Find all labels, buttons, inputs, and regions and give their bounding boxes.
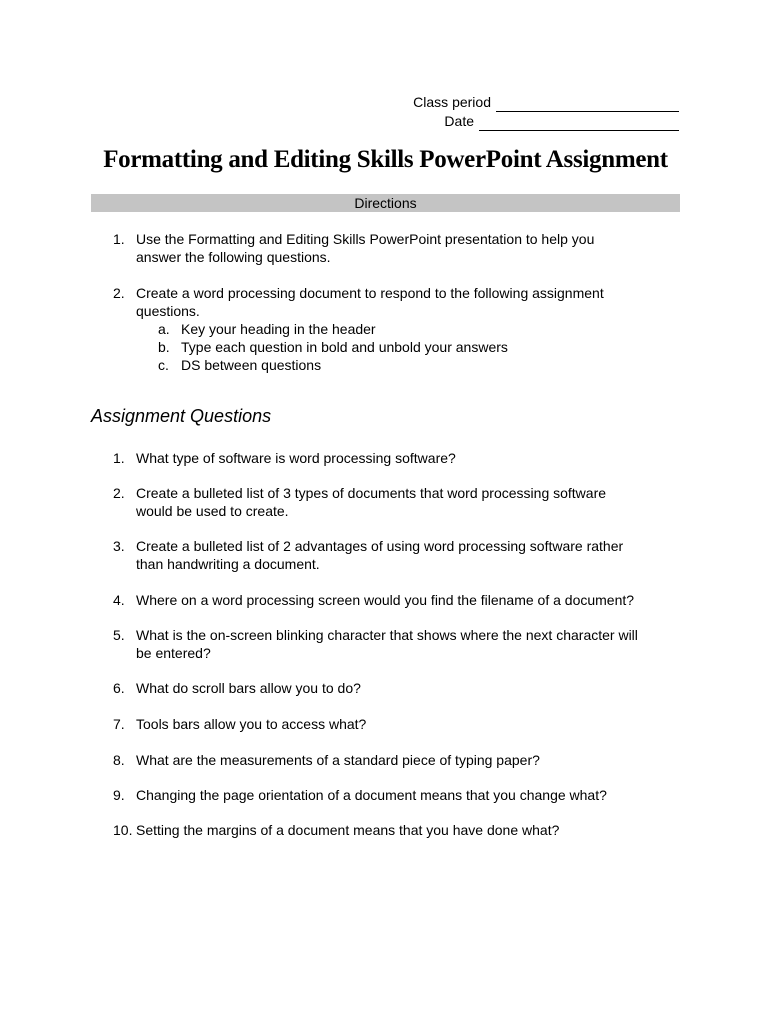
date-field — [413, 112, 679, 131]
question-item — [91, 679, 681, 697]
question-text-line: Setting the margins of a document means that you have done what? — [136, 822, 560, 838]
question-text-line: What do scroll bars allow you to do? — [136, 680, 361, 696]
subitem-text: Type each question in bold and unbold your answers — [181, 339, 508, 355]
subitem-letter: b. — [158, 339, 170, 355]
question-text-line: Where on a word processing screen would you find the filename of a document? — [136, 592, 635, 608]
subitem-letter: a. — [158, 321, 170, 337]
question-number: 1. — [113, 450, 125, 466]
question-item — [91, 751, 681, 769]
question-text-line: than handwriting a document. — [136, 556, 320, 572]
question-text-line: would be used to create. — [136, 503, 289, 519]
question-item — [91, 626, 681, 662]
directions-sublist — [136, 320, 681, 374]
sublist-item — [136, 338, 681, 356]
subitem-text: DS between questions — [181, 357, 322, 373]
subitem-text: Key your heading in the header — [181, 321, 376, 337]
item-text-line: questions. — [136, 303, 200, 319]
question-text-line: What type of software is word processing software? — [136, 450, 456, 466]
item-text-line: answer the following questions. — [136, 249, 331, 265]
question-number: 6. — [113, 680, 125, 696]
header-fields — [413, 93, 679, 131]
item-number: 1. — [113, 231, 125, 247]
question-text-line: Changing the page orientation of a document means that you change what? — [136, 787, 607, 803]
directions-list — [91, 230, 681, 374]
class-period-blank[interactable] — [496, 98, 679, 112]
question-number: 5. — [113, 627, 125, 643]
list-item — [91, 230, 681, 266]
question-item — [91, 786, 681, 804]
question-item — [91, 537, 681, 573]
class-period-field — [413, 93, 679, 112]
date-blank[interactable] — [479, 117, 679, 131]
class-period-label: Class period — [413, 94, 491, 110]
question-number: 9. — [113, 787, 125, 803]
date-label: Date — [444, 113, 474, 129]
question-item — [91, 591, 681, 609]
question-text-line: be entered? — [136, 645, 211, 661]
sublist-item — [136, 320, 681, 338]
subitem-letter: c. — [158, 357, 169, 373]
question-text-line: What is the on-screen blinking character that shows where the next character will — [136, 627, 638, 643]
assignment-heading: Assignment Questions — [91, 406, 272, 426]
question-item — [91, 484, 681, 520]
list-item — [91, 284, 681, 374]
page-title: Formatting and Editing Skills PowerPoint Assignment — [103, 146, 668, 173]
question-item — [91, 821, 681, 839]
question-item — [91, 715, 681, 733]
question-text-line: Create a bulleted list of 3 types of documents that word processing software — [136, 485, 607, 501]
question-number: 8. — [113, 752, 125, 768]
question-number: 10. — [113, 822, 133, 838]
item-text-line: Use the Formatting and Editing Skills PowerPoint presentation to help you — [136, 231, 595, 247]
directions-heading: Directions — [91, 194, 680, 212]
item-text-line: Create a word processing document to respond to the following assignment — [136, 285, 604, 301]
question-text-line: Create a bulleted list of 2 advantages of using word processing software rather — [136, 538, 624, 554]
question-number: 3. — [113, 538, 125, 554]
question-number: 4. — [113, 592, 125, 608]
question-number: 7. — [113, 716, 125, 732]
assignment-questions-list — [91, 449, 681, 839]
item-number: 2. — [113, 285, 125, 301]
question-item — [91, 449, 681, 467]
sublist-item — [136, 356, 681, 374]
question-number: 2. — [113, 485, 125, 501]
question-text-line: What are the measurements of a standard piece of typing paper? — [136, 752, 540, 768]
question-text-line: Tools bars allow you to access what? — [136, 716, 367, 732]
